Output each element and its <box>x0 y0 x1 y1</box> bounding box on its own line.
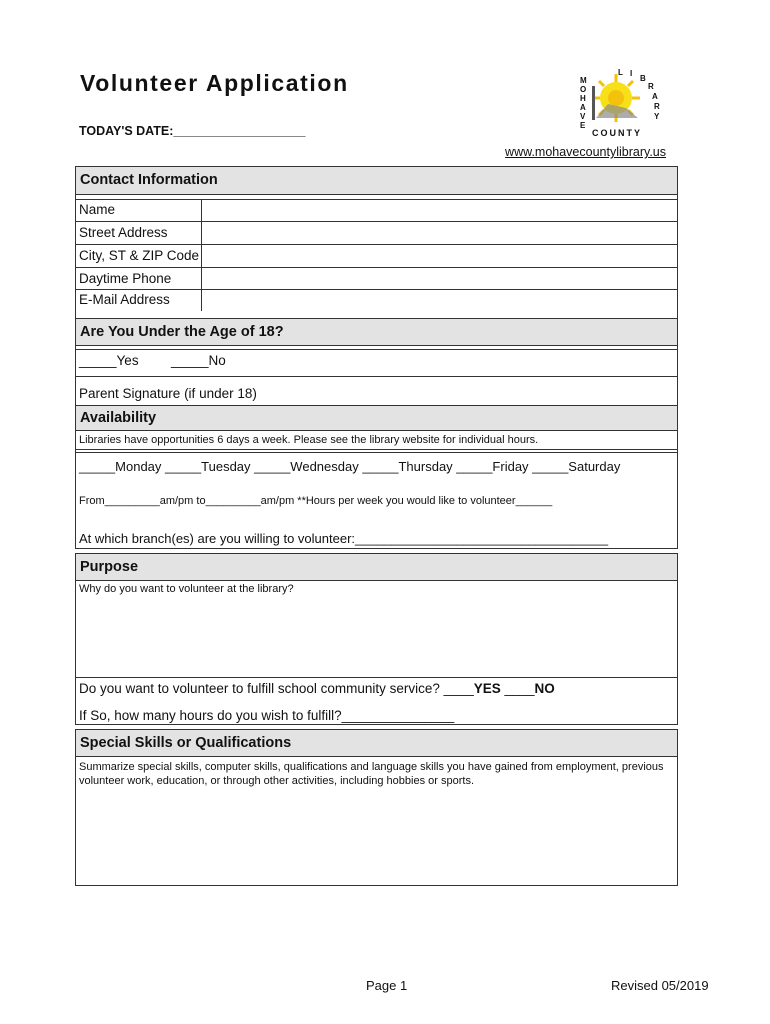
divider <box>76 376 677 377</box>
availability-hours-field[interactable]: From_________am/pm to_________am/pm **Hours per week you would like to volunteer______ <box>79 495 553 507</box>
name-input[interactable] <box>202 200 677 221</box>
logo-library-letter-r: R <box>648 82 654 91</box>
availability-heading: Availability <box>76 405 677 431</box>
daytime-phone-label: Daytime Phone <box>79 271 172 286</box>
logo-county-text: COUNTY <box>592 128 642 138</box>
logo-library-letter-y: Y <box>654 112 660 121</box>
logo-library-letter-l: L <box>618 68 623 77</box>
age-heading: Are You Under the Age of 18? <box>76 318 677 346</box>
school-service-no[interactable]: NO <box>534 681 555 696</box>
mohave-county-library-logo <box>578 68 668 140</box>
divider <box>76 349 677 350</box>
email-address-label: E-Mail Address <box>79 292 170 307</box>
divider <box>76 449 677 450</box>
under-18-no-option[interactable]: _____No <box>171 353 226 368</box>
availability-days-options[interactable]: _____Monday _____Tuesday _____Wednesday _____Thursday _____Friday _____Saturday <box>79 459 621 474</box>
divider <box>76 452 677 453</box>
special-skills-answer-area[interactable] <box>77 792 675 882</box>
logo-library-letter-b: B <box>640 74 646 83</box>
divider <box>76 677 677 678</box>
special-skills-heading: Special Skills or Qualifications <box>76 730 677 757</box>
city-state-zip-input[interactable] <box>202 245 677 267</box>
purpose-heading: Purpose <box>76 554 677 581</box>
logo-library-letter-i: I <box>630 69 633 78</box>
contact-information-heading: Contact Information <box>76 167 677 195</box>
city-state-zip-label: City, ST & ZIP Code <box>79 248 200 263</box>
page-title: Volunteer Application <box>80 70 349 96</box>
purpose-section <box>75 553 678 725</box>
page-number: Page 1 <box>366 978 408 993</box>
street-address-input[interactable] <box>202 222 677 244</box>
purpose-question: Why do you want to volunteer at the library? <box>79 583 294 595</box>
branch-preference-field[interactable]: At which branch(es) are you willing to volunteer:___________________________________ <box>79 531 609 546</box>
logo-library-letter-a: A <box>652 92 658 101</box>
todays-date-field[interactable]: TODAY'S DATE:___________________ <box>79 124 306 138</box>
revision-date: Revised 05/2019 <box>611 978 709 993</box>
email-address-input[interactable] <box>202 290 677 311</box>
logo-mohave-letters: M O H A V E <box>580 76 587 130</box>
logo-library-letter-r2: R <box>654 102 660 111</box>
purpose-answer-area[interactable] <box>77 598 675 676</box>
service-hours-field[interactable]: If So, how many hours do you wish to fulfill?_______________ <box>79 708 455 723</box>
school-service-question[interactable]: Do you want to volunteer to fulfill school community service? ____YES ____NO <box>79 681 555 696</box>
availability-note: Libraries have opportunities 6 days a week. Please see the library website for individual hours. <box>79 434 539 446</box>
website-link[interactable]: www.mohavecountylibrary.us <box>505 145 666 159</box>
parent-signature-field[interactable]: Parent Signature (if under 18) <box>79 386 257 401</box>
school-service-yes[interactable]: YES <box>473 681 501 696</box>
under-18-yes-option[interactable]: _____Yes <box>79 353 139 368</box>
special-skills-description: Summarize special skills, computer skills, qualifications and language skills you have gained from employment, previous volunteer work, education, or through other activities, including hobbies or sports. <box>79 761 664 787</box>
special-skills-section <box>75 729 678 886</box>
name-label: Name <box>79 202 116 217</box>
street-address-label: Street Address <box>79 225 168 240</box>
application-form-section <box>75 166 678 549</box>
daytime-phone-input[interactable] <box>202 268 677 289</box>
